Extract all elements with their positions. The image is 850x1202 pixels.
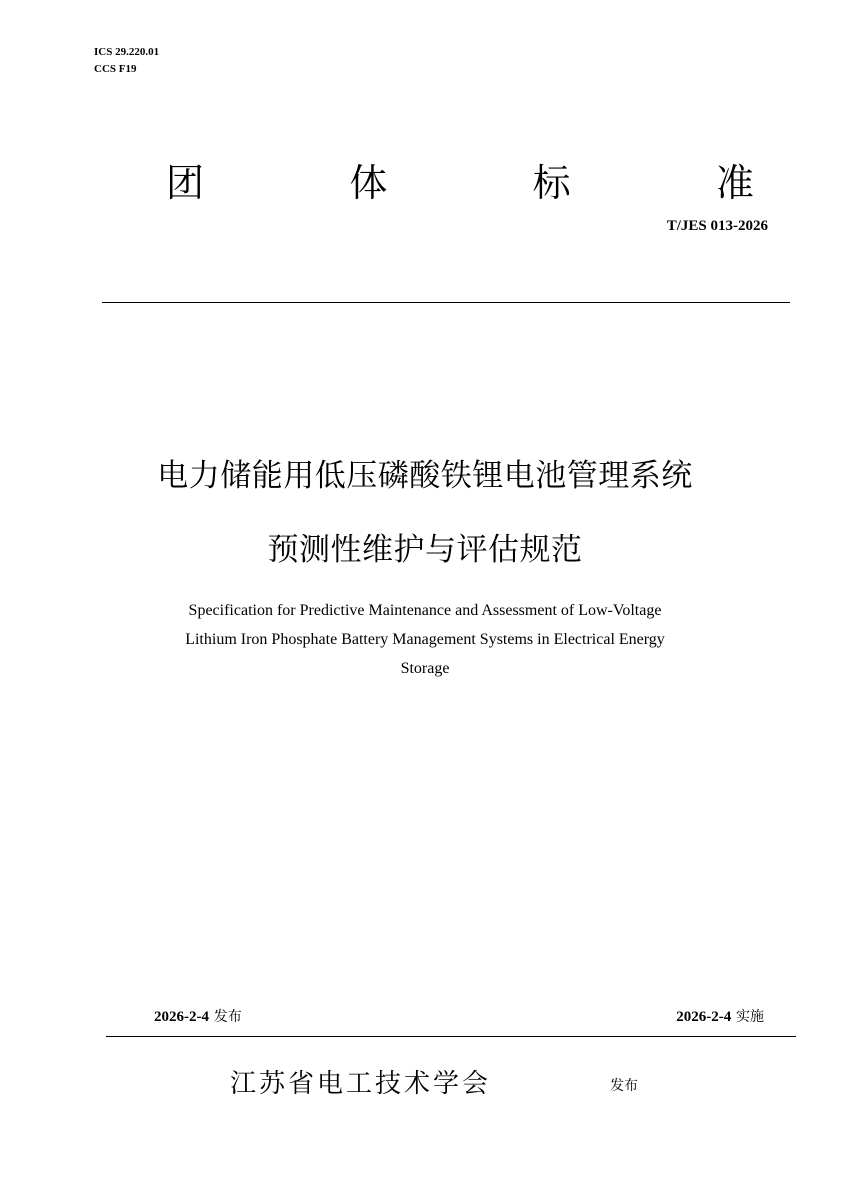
classification-codes (94, 44, 159, 78)
bottom-divider (106, 1036, 796, 1037)
implementation-date-label: 实施 (736, 1009, 764, 1025)
standard-number: T/JES 013-2026 (666, 218, 768, 234)
issue-date-label: 发布 (213, 1009, 242, 1025)
ics-code: ICS 29.220.01 (94, 46, 160, 58)
ccs-code: CCS F19 (94, 63, 137, 75)
standard-type-char-1: 团 (165, 161, 204, 205)
standard-type-heading (140, 158, 780, 208)
standard-type-char-3: 标 (532, 161, 571, 205)
publisher-suffix: 发布 (610, 1078, 638, 1094)
implementation-date (676, 1006, 764, 1027)
english-title-line-2: Lithium Iron Phosphate Battery Management Systems in Electrical Energy (185, 631, 665, 648)
standard-type-char-2: 体 (349, 161, 388, 205)
publisher-name: 江苏省电工技术学会 (230, 1069, 492, 1099)
issue-date (154, 1006, 242, 1027)
implementation-date-value: 2026-2-4 (676, 1009, 732, 1025)
standard-type-char-4: 准 (715, 161, 754, 205)
english-title-line-3: Storage (400, 660, 450, 677)
issue-date-value: 2026-2-4 (154, 1009, 209, 1025)
chinese-title-line-1: 电力储能用低压磷酸铁锂电池管理系统 (157, 458, 693, 494)
english-title-line-1: Specification for Predictive Maintenance and Assessment of Low-Voltage (188, 602, 662, 619)
top-divider (102, 302, 790, 303)
chinese-title-line-2: 预测性维护与评估规范 (267, 532, 583, 568)
english-title (125, 596, 725, 683)
